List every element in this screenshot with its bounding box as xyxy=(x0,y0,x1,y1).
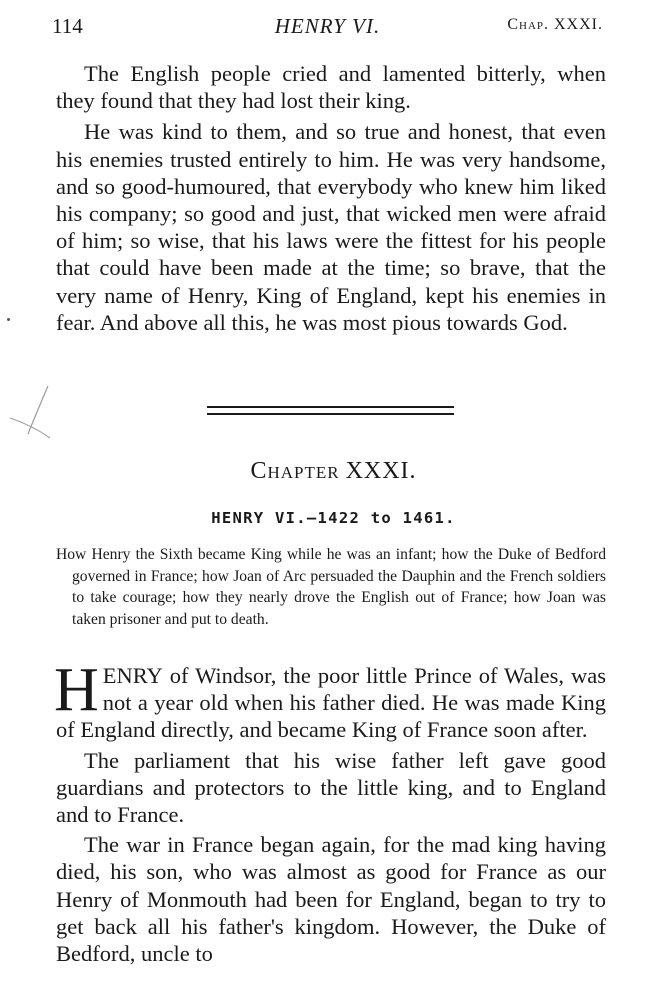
chapter-heading xyxy=(0,458,667,485)
chapter-body-text xyxy=(54,656,606,967)
opening-paragraph-text: of Windsor, the poor little Prince of Wales, was not a year old when his father died. He was made King of England directly, and became King of France soon after. xyxy=(56,663,606,743)
section-divider xyxy=(207,406,454,418)
continuation-text xyxy=(56,60,606,336)
chapter-summary: How Henry the Sixth became King while he was an infant; how the Duke of Bedford governed in France; how Joan of Arc persuaded the Dauphin and the French soldiers to take courage; how they nearly drove the English out of France; how Joan was taken prisoner and put to death. xyxy=(56,546,606,628)
chapter-reference: Chap. XXXI. xyxy=(507,16,603,33)
opening-word: ENRY xyxy=(102,663,163,688)
chapter-number: XXXI. xyxy=(345,458,417,484)
paragraph: The war in France began again, for the mad king having died, his son, who was almost as good for France as our Henry of Monmouth had been for England, began to try to get back all his father's kingdom. However, the Duke of Bedford, uncle to xyxy=(56,832,606,967)
running-head xyxy=(52,14,603,44)
running-title: HENRY VI. xyxy=(274,14,381,38)
paragraph: The parliament that his wise father left gave good guardians and protectors to the little king, and to England and to France. xyxy=(56,747,606,828)
chapter-title: HENRY VI.—1422 to 1461. xyxy=(211,509,456,527)
divider-line xyxy=(207,406,454,408)
paragraph: The English people cried and lamented bitterly, when they found that they had lost their king. xyxy=(56,61,606,114)
divider-line xyxy=(207,413,454,415)
page-number: 114 xyxy=(52,14,83,38)
drop-cap: H xyxy=(54,656,99,724)
chapter-word: Chapter xyxy=(250,458,340,484)
opening-paragraph xyxy=(54,656,606,744)
pencil-mark-icon xyxy=(8,384,52,448)
paragraph: He was kind to them, and so true and honest, that even his enemies trusted entirely to him. He was very handsome, and so good-humoured, that everybody who knew him liked his company; so good and just, that wicked men were afraid of him; so wise, that his laws were the fittest for his people that could have been made at the time; so brave, that the very name of Henry, King of England, kept his enemies in fear. And above all this, he was most pious towards God. xyxy=(56,119,606,335)
ink-speck xyxy=(7,318,10,321)
